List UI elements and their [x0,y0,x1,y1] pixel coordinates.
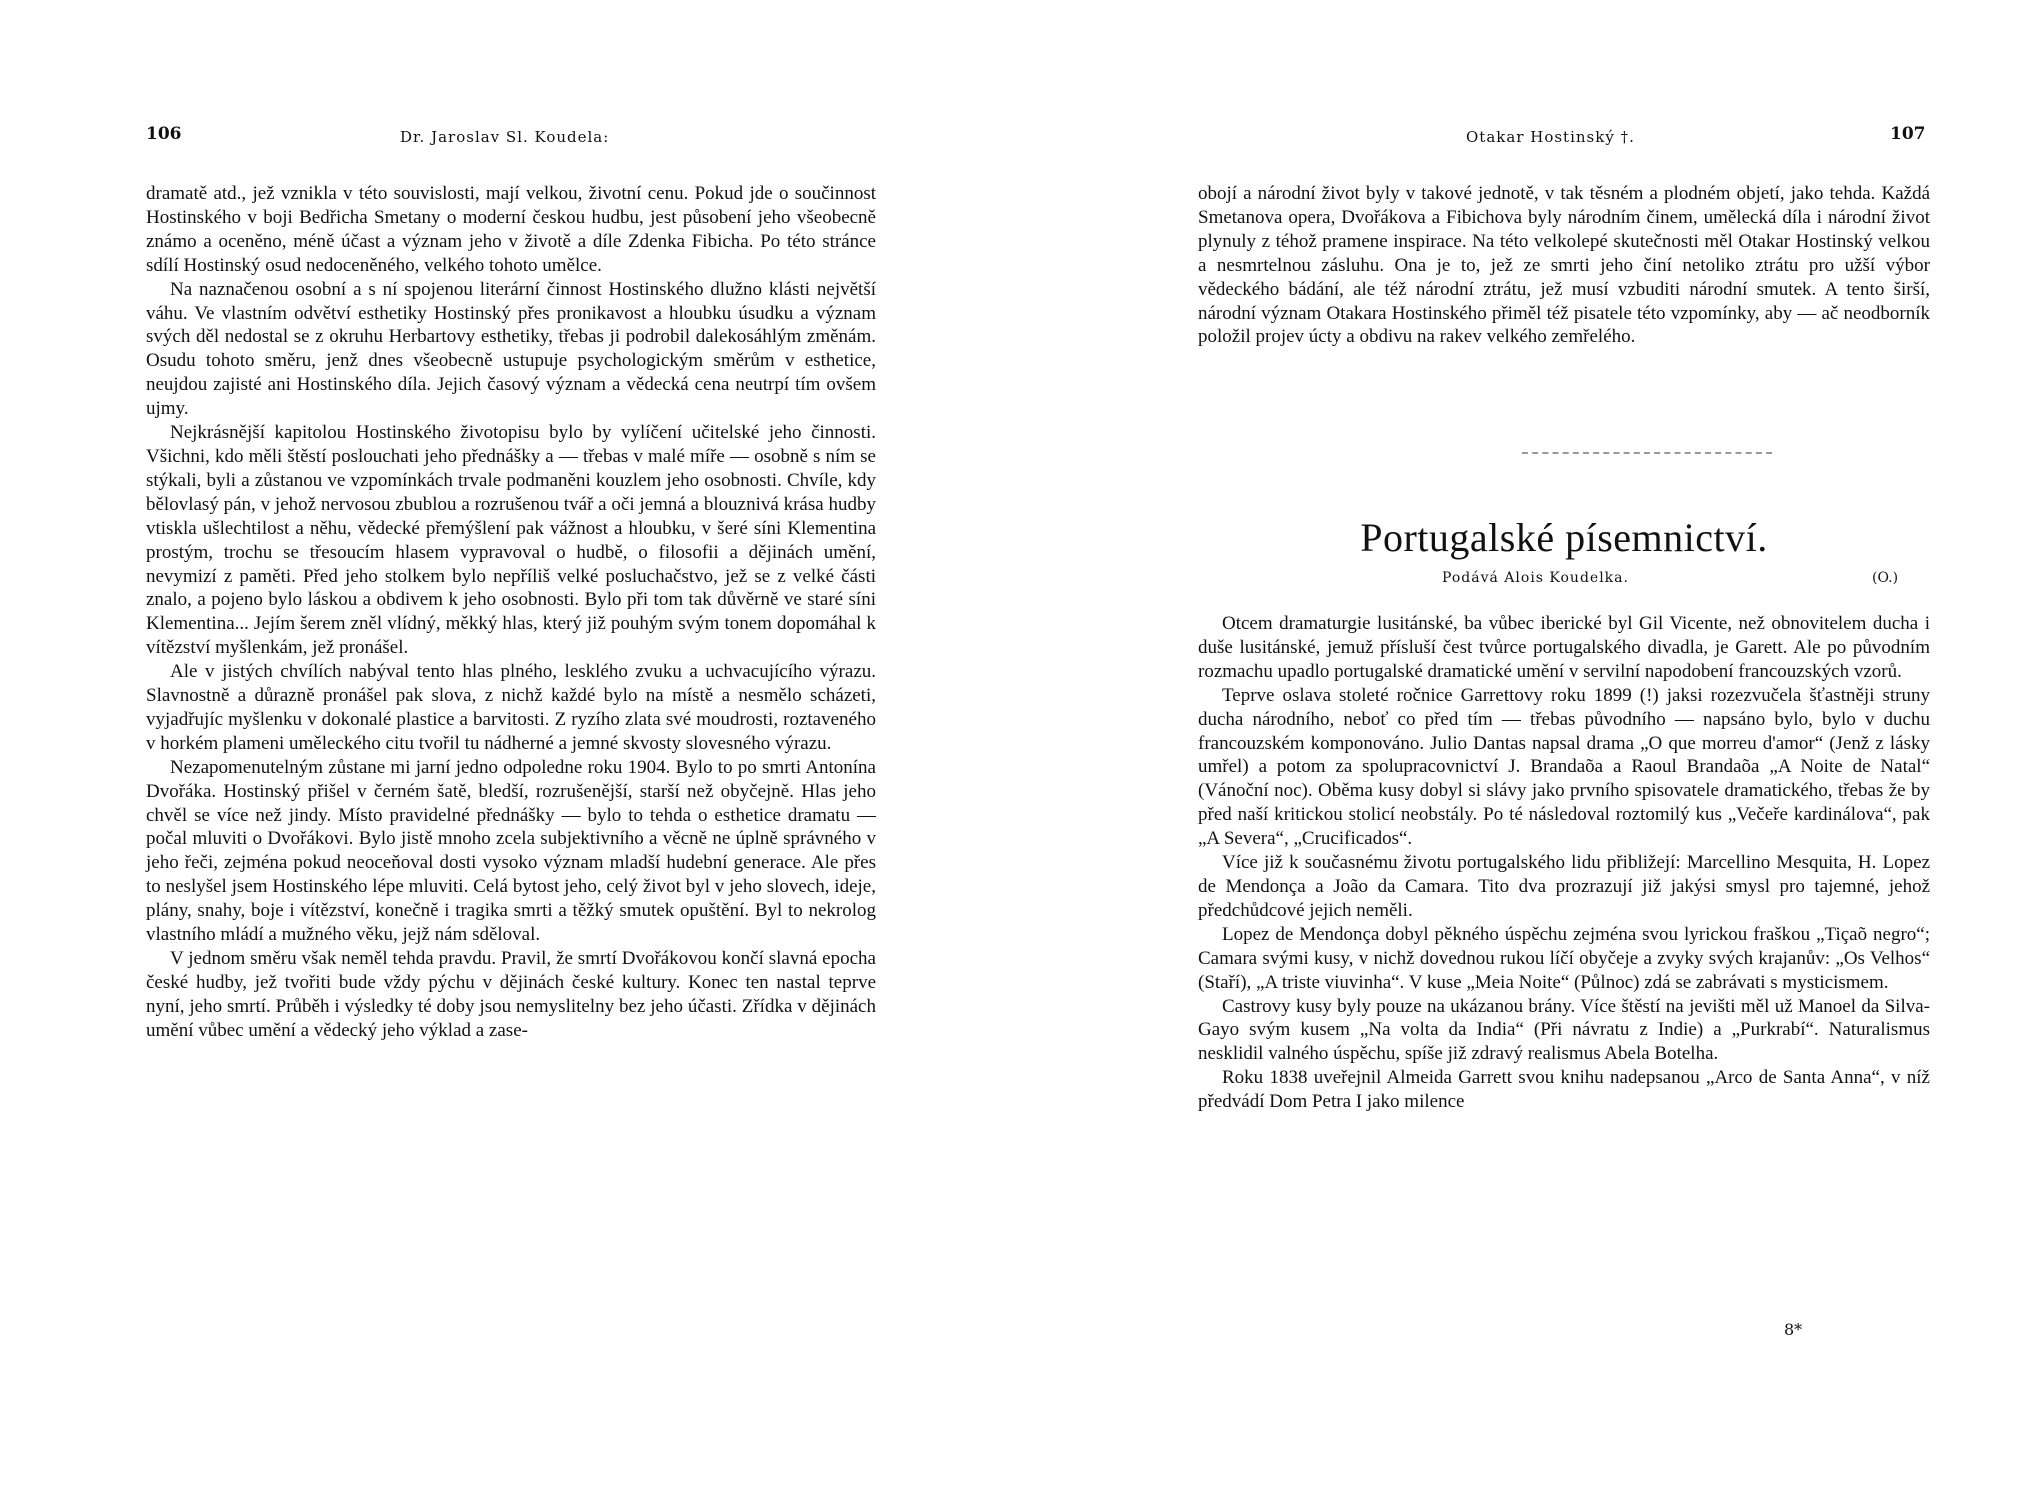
paragraph: Na naznačenou osobní a s ní spojenou literární činnost Hostinského dlužno klásti největší váhu. Ve vlastním odvětví esthetiky Hostinský přes pronikavost a hloubku úsudku a význam svých děl nedostal se z okruhu Herbartovy esthetiky, třebas ji podrobil dalekosáhlým změnám. Osudu tohoto směru, jenž dnes všeobecně ustupuje psychologickým směrům v esthetice, neujdou zajisté ani Hostinského díla. Jejich časový význam a vědecká cena neutrpí tím ovšem ujmy. [146,278,876,420]
left-body-text [146,182,876,1043]
paragraph: Nejkrásnější kapitolou Hostinského životopisu bylo by vylíčení učitelské jeho činnosti. Všichni, kdo měli štěstí poslouchati jeho přednášky a — třebas v malé míře — osobně s ním se stýkali, byli a zůstanou ve vzpomínkách trvale podmaněni kouzlem jeho osobnosti. Chvíle, kdy bělovlasý pán, v jehož nervosou zbublou a rozrušenou tvář a oči jemná a blouznivá krása hudby vtiskla ušlechtilost a něhu, vědecké přemýšlení pak vážnost a hloubku, v šeré síni Klementina prostým, trochu se třesoucím hlasem vypravoval o hudbě, o filosofii a dějinách umění, nevymizí z paměti. Před jeho stolkem bylo nepříliš velké posluchačstvo, jež se z velké části znalo, a pojeno bylo láskou a obdivem k jeho osobnosti. Bylo při tom tak důvěrně ve staré síni Klementina... Jejím šerem zněl vlídný, měkký hlas, který již pouhým svým tonem dopomáhal k vítězství myšlenkám, jež pronášel. [146,422,876,659]
paragraph: Lopez de Mendonça dobyl pěkného úspěchu zejména svou lyrickou fraškou „Tiçaõ negro“; Camara svými kusy, v nichž dovednou rukou líčí obyčeje a zvyky svých krajanův: „Os Velhos“ (Staří), „A triste viuvinha“. V kuse „Meia Noite“ (Půlnoc) zdá se zabrávati s mysticismem. [1198,923,1930,993]
paragraph: V jednom směru však neměl tehda pravdu. Pravil, že smrtí Dvořákovou končí slavná epocha české hudby, jež tvořiti bude vždy pýchu v dějinách české kultury. Konec ten nastal teprve nyní, jeho smrtí. Průběh i výsledky té doby jsou nemyslitelny bez jeho účasti. Zřídka v dějinách umění vůbec umění a vědecký jeho výklad a zase- [146,948,876,1041]
right-body-text [1198,612,1930,1114]
paragraph: Ale v jistých chvílích nabýval tento hlas plného, lesklého zvuku a uchvacujícího výrazu. Slavnostně a důrazně pronášel pak slova, z nichž každé bylo na místě a nesmělo scházeti, vyjadřujíc myšlenku v dokonalé plastice a barvitosti. Z ryzího zlata své moudrosti, roztaveného v horkém plameni uměleckého citu tvořil tu nádherné a jemné skvosty slovesného výrazu. [146,661,876,754]
running-header: Otakar Hostinský †. [1466,128,1635,146]
paragraph: Teprve oslava stoleté ročnice Garrettovy roku 1899 (!) jaksi rozezvučela šťastněji struny ducha národního, neboť co před tím — třebas původního — napsáno bylo, bylo v duchu francouzském komponováno. Julio Dantas napsal drama „O que morreu d'amor“ (Jenž z lásky umřel) a potom za spolupracovnictví J. Brandaõa a Raoul Brandaõa „A Noite de Natal“ (Vánoční noc). Oběma kusy dobyl si slávy jako prvního spisovatele dramatického, třebas že by před naší kritickou stolicí neobstály. Po té následoval roztomilý kus „Večeře kardinálova“, pak „A Severa“, „Crucificados“. [1198,684,1930,850]
paragraph: dramatě atd., jež vznikla v této souvislosti, mají velkou, životní cenu. Pokud jde o součinnost Hostinského v boji Bedřicha Smetany o moderní českou hudbu, jest působení jeho všeobecně známo a oceněno, méně účast a význam jeho v životě a díle Zdenka Fibicha. Po této stránce sdílí Hostinský osud nedoceněného, velkého tohoto umělce. [146,183,876,276]
paragraph: obojí a národní život byly v takové jednotě, v tak těsném a plodném objetí, jako tehda. Každá Smetanova opera, Dvořákova a Fibichova byly národním činem, umělecká díla i národní život plynuly z téhož pramene inspirace. Na této velkolepé skutečnosti měl Otakar Hostinský velkou a nesmrtelnou zásluhu. Ona je to, jež ze smrti jeho činí netoliko ztrátu pro užší výbor vědeckého bádání, ale též národní ztrátu, jež musí vzbuditi národní smutek. A tento širší, národní význam Otakara Hostinského přiměl též pisatele této vzpomínky, aby — ač neodborník položil projev úcty a obdivu na rakev velkého zemřelého. [1198,183,1930,348]
paragraph: Otcem dramaturgie lusitánské, ba vůbec iberické byl Gil Vicente, než obnovitelem ducha i duše lusitánské, jemuž přísluší čest tvůrce portugalského divadla, je Garett. Ale po původním rozmachu upadlo portugalské dramatické umění v servilní napodobení francouzských vzorů. [1198,613,1930,682]
page-number: 106 [146,124,182,144]
paragraph: Více již k současnému životu portugalského lidu přibližejí: Marcellino Mesquita, H. Lopez de Mendonça a João da Camara. Tito dva prozrazují již jakýsi smysl pro tajemné, jehož předchůdcové jejich neměli. [1198,852,1930,921]
continuation-mark: (O.) [1872,570,1899,586]
article-title: Portugalské písemnictví. [1360,515,1768,560]
page-number: 107 [1890,124,1926,144]
paragraph: Castrovy kusy byly pouze na ukázanou brány. Více štěstí na jevišti měl už Manoel da Silva-Gayo svým kusem „Na volta da India“ (Při návratu z Indie) a „Purkrabí“. Naturalismus nesklidil valného úspěchu, spíše již zdravý realismus Abela Botelha. [1198,995,1930,1065]
running-header: Dr. Jaroslav Sl. Koudela: [400,128,610,146]
right-top-text [1198,182,1930,349]
right-page [1022,0,2044,1500]
paragraph: Roku 1838 uveřejnil Almeida Garrett svou knihu nadepsanou „Arco de Santa Anna“, v níž předvádí Dom Petra I jako milence [1198,1067,1930,1113]
signature-mark: 8* [1784,1320,1803,1339]
section-separator [1522,452,1772,456]
byline: Podává Alois Koudelka. [1442,570,1629,586]
paragraph: Nezapomenutelným zůstane mi jarní jedno odpoledne roku 1904. Bylo to po smrti Antonína Dvořáka. Hostinský přišel v černém šatě, bledší, rozrušenější, starší než obyčejně. Hlas jeho chvěl se více než jindy. Místo pravidelné přednášky — bylo to tehda o esthetice dramatu — počal mluviti o Dvořákovi. Bylo jistě mnoho zcela subjektivního a věcně ne úplně správného v jeho řeči, zejména pokud neoceňoval dosti vysoko význam mladší hudební generace. Ale přes to neslyšel jsem Hostinského lépe mluviti. Celá bytost jeho, celý život byl v jeho slovech, ideje, plány, snahy, boje i vítězství, konečně i tragika smrti a těžký smutek opuštění. Byl to nekrolog vlastního mládí a mužného věku, jejž nám sděloval. [146,756,876,946]
